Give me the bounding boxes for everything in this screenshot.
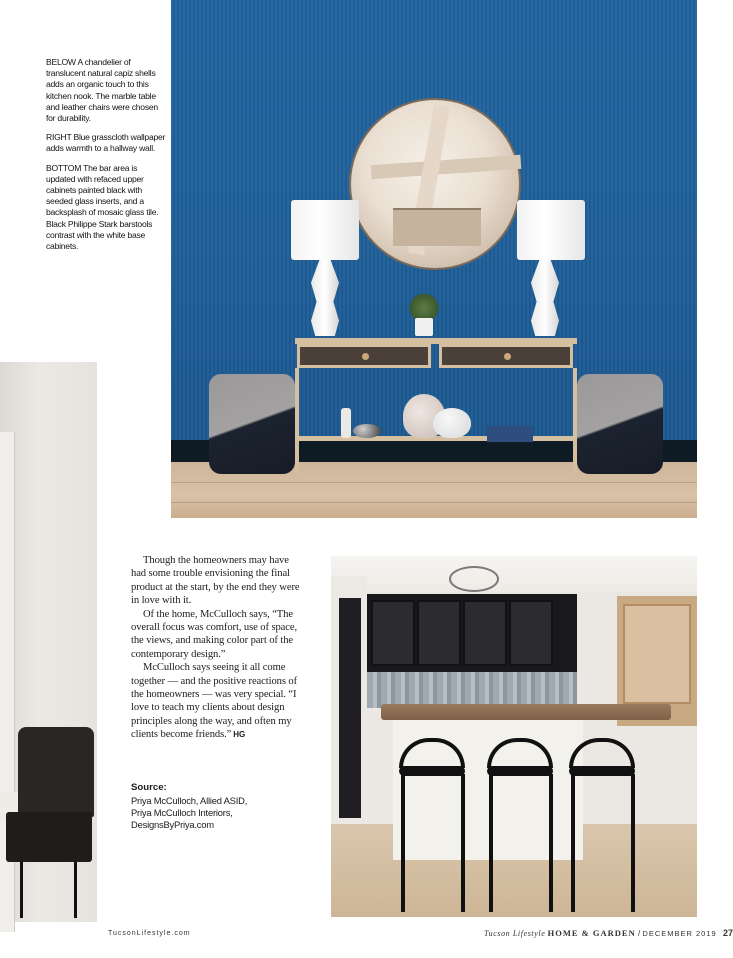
hallway-photo <box>171 0 697 518</box>
lamp-shade-right <box>517 200 585 260</box>
caption-right: RIGHT Blue grasscloth wallpaper adds warmth to a hallway wall. <box>46 132 166 154</box>
footer-separator: / <box>637 929 641 938</box>
footer-section: HOME & GARDEN <box>547 928 636 938</box>
article-paragraph <box>131 661 301 741</box>
console-shelf <box>295 436 577 441</box>
plant-pot <box>415 318 433 336</box>
source-line: DesignsByPriya.com <box>131 819 214 830</box>
source-credits <box>131 795 311 831</box>
footer-date: DECEMBER 2019 <box>642 929 717 938</box>
black-upper-cabinets <box>367 594 577 672</box>
chair-leg <box>74 862 77 918</box>
bar-counter <box>381 704 671 720</box>
article-body <box>131 554 301 742</box>
footer-magazine: Tucson Lifestyle <box>484 929 546 938</box>
source-label: Source: <box>131 782 167 793</box>
photo-captions <box>46 57 168 260</box>
chandelier <box>449 566 499 592</box>
dark-door <box>339 598 361 818</box>
round-mirror <box>349 98 521 270</box>
source-line: Priya McCulloch Interiors, <box>131 807 233 818</box>
article-paragraph: Of the home, McCulloch says, “The overall focus was comfort, use of space, the views, and making color part of the contemporary design.” <box>131 608 298 660</box>
bar-area-photo <box>331 556 697 917</box>
page-number: 27 <box>722 928 733 938</box>
console-drawer-left <box>297 344 431 368</box>
footer-folio <box>484 928 733 938</box>
source-line: Priya McCulloch, Allied ASID, <box>131 795 248 806</box>
barstool-seat <box>487 766 553 776</box>
article-paragraph-text: McCulloch says seeing it all come together — and the positive reactions of the homeowners — was very special. “I love to teach my clients about design principles along the way, and often my clients become friends.” <box>131 662 298 741</box>
ottoman-right <box>577 374 663 474</box>
lamp-shade-left <box>291 200 359 260</box>
kitchen-nook-photo <box>0 362 97 918</box>
console-drawer-right <box>439 344 573 368</box>
barstool-seat <box>569 766 635 776</box>
white-vase <box>433 408 471 438</box>
footer-website: TucsonLifestyle.com <box>108 930 191 937</box>
blue-box <box>487 426 533 442</box>
article-paragraph: Though the homeowners may have had some trouble envisioning the final product at the start, by the end they were in love with it. <box>131 555 300 607</box>
white-figurine <box>341 408 351 438</box>
caption-bottom: BOTTOM The bar area is updated with refaced upper cabinets painted black with seeded glass inserts, and a backsplash of mosaic glass tile. Black Philippe Stark barstools contrast with the white base cabinets. <box>46 162 159 252</box>
leather-chair-back <box>18 727 94 817</box>
wood-shelving <box>623 604 691 704</box>
barstool-seat <box>399 766 465 776</box>
ceiling <box>331 556 697 592</box>
leather-chair-seat <box>6 812 92 862</box>
caption-below: BELOW A chandelier of translucent natural capiz shells adds an organic touch to this kitchen nook. The marble table and leather chairs were chosen for durability. <box>46 57 158 124</box>
ottoman-left <box>209 374 295 474</box>
console-leg <box>295 368 299 474</box>
mosaic-glass-backsplash <box>367 672 577 708</box>
silver-orb <box>353 424 381 438</box>
chair-leg <box>20 862 23 918</box>
end-mark: HG <box>233 730 246 740</box>
